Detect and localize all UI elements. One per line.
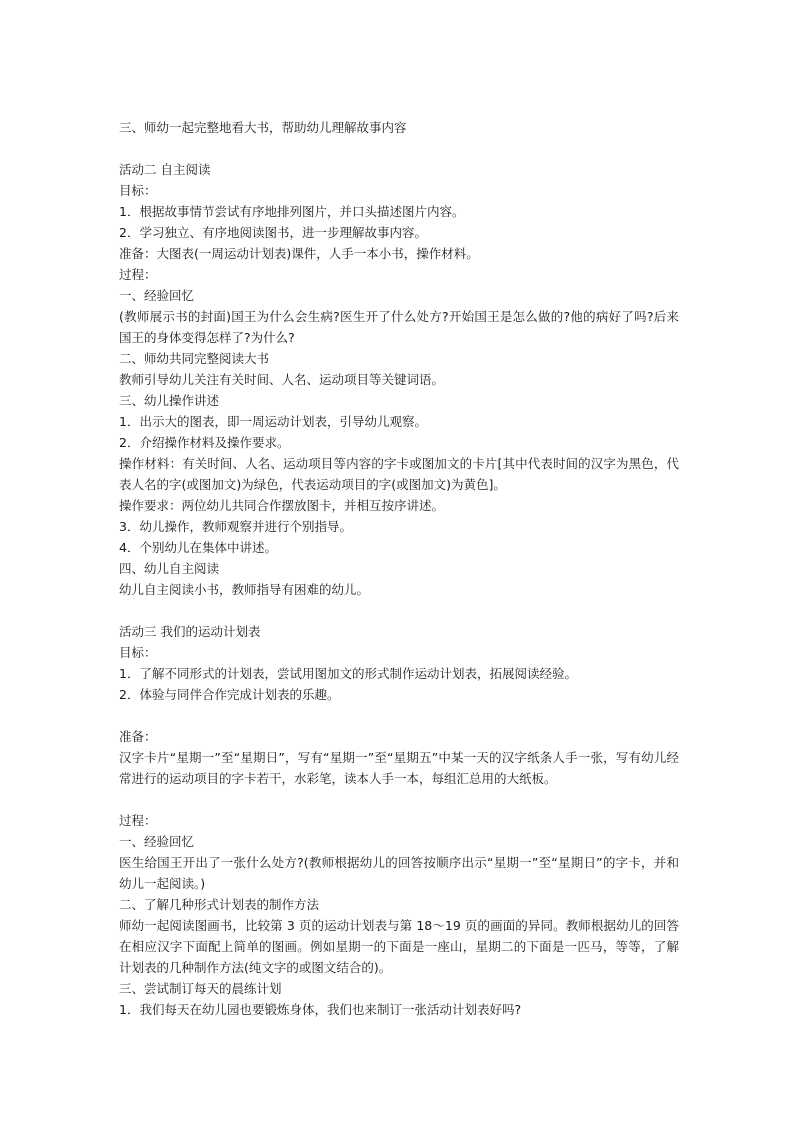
list-item: 1．出示大的图表，即一周运动计划表，引导幼儿观察。 (119, 414, 427, 429)
activity-title: 活动二 自主阅读 (119, 162, 211, 177)
step-title: 一、经验回忆 (119, 834, 195, 849)
goal-item: 2．体验与同伴合作完成计划表的乐趣。 (119, 687, 340, 702)
preparation-text: 准备：大图表(一周运动计划表)课件，人手一本小书，操作材料。 (119, 246, 479, 261)
list-item: 2．介绍操作材料及操作要求。 (119, 435, 290, 450)
spacer (119, 789, 679, 810)
spacer (119, 600, 679, 621)
goal-item: 1．根据故事情节尝试有序地排列图片，并口头描述图片内容。 (119, 204, 465, 219)
process-label: 过程： (119, 813, 157, 828)
goals-label: 目标： (119, 183, 157, 198)
document-page (119, 117, 679, 1020)
requirements-paragraph: 操作要求：两位幼儿共同合作摆放图卡，并相互按序讲述。 (119, 498, 445, 513)
process-label: 过程： (119, 267, 157, 282)
goals-label: 目标： (119, 645, 157, 660)
step-title: 三、幼儿操作讲述 (119, 393, 220, 408)
step-title: 四、幼儿自主阅读 (119, 561, 220, 576)
preparation-paragraph: 汉字卡片“星期一”至“星期日”，写有“星期一”至“星期五”中某一天的汉字纸条人手一张，写有幼儿经常进行的运动项目的字卡若干，水彩笔，读本人手一本，每组汇总用的大纸板。 (119, 750, 679, 786)
step-paragraph: (教师展示书的封面)国王为什么会生病?医生开了什么处方?开始国王是怎么做的?他的病好了吗?后来国王的身体变得怎样了?为什么? (119, 309, 679, 345)
spacer (119, 705, 679, 726)
step-title: 三、尝试制订每天的晨练计划 (119, 981, 282, 996)
step-paragraph: 教师引导幼儿关注有关时间、人名、运动项目等关键词语。 (119, 372, 445, 387)
spacer (119, 138, 679, 159)
list-item: 3．幼儿操作，教师观察并进行个别指导。 (119, 519, 352, 534)
step-title: 二、师幼共同完整阅读大书 (119, 351, 270, 366)
step-paragraph: 幼儿自主阅读小书，教师指导有困难的幼儿。 (119, 582, 370, 597)
list-item: 1．我们每天在幼儿园也要锻炼身体，我们也来制订一张活动计划表好吗? (119, 1002, 522, 1017)
step-paragraph: 医生给国王开出了一张什么处方?(教师根据幼儿的回答按顺序出示“星期一”至“星期日”的字卡，并和幼儿一起阅读。) (119, 855, 679, 891)
preparation-label: 准备： (119, 729, 157, 744)
step-title: 一、经验回忆 (119, 288, 195, 303)
goal-item: 1．了解不同形式的计划表，尝试用图加文的形式制作运动计划表，拓展阅读经验。 (119, 666, 577, 681)
goal-item: 2．学习独立、有序地阅读图书，进一步理解故事内容。 (119, 225, 427, 240)
step-paragraph: 师幼一起阅读图画书，比较第 3 页的运动计划表与第 18～19 页的画面的异同。教师根据幼儿的回答在相应汉字下面配上简单的图画。例如星期一的下面是一座山，星期二的下面是一匹马，等等，了解计划表的几种制作方法(纯文字的或图文结合的)。 (119, 918, 679, 975)
list-item: 4．个别幼儿在集体中讲述。 (119, 540, 277, 555)
materials-paragraph: 操作材料：有关时间、人名、运动项目等内容的字卡或图加文的卡片[其中代表时间的汉字为黑色，代表人名的字(或图加文)为绿色，代表运动项目的字(或图加文)为黄色]。 (119, 456, 679, 492)
section-heading: 三、师幼一起完整地看大书，帮助幼儿理解故事内容 (119, 120, 407, 135)
activity-title: 活动三 我们的运动计划表 (119, 624, 261, 639)
step-title: 二、了解几种形式计划表的制作方法 (119, 897, 320, 912)
